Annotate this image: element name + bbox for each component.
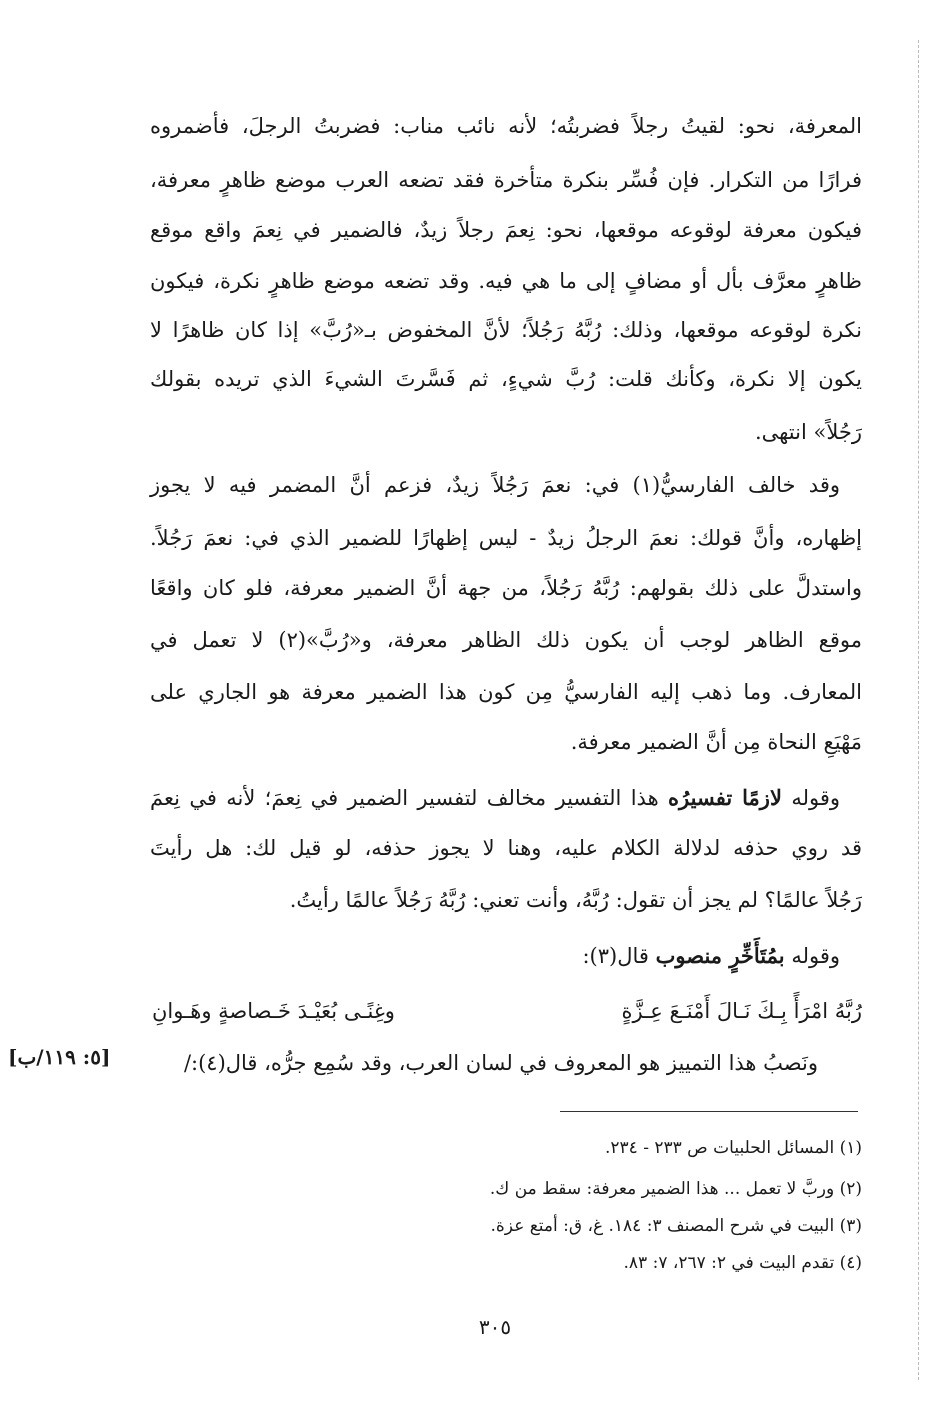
text-line: واستدلَّ على ذلك بقولهم: رُبَّهُ رَجُلاً، من جهة أنَّ الضمير معرفة، فلو كان واقعًا	[150, 576, 862, 600]
footnote: (٢) وربَّ لا تعمل ... هذا الضمير معرفة: سقط من ك.	[489, 1179, 862, 1199]
text-line-with-bold	[150, 930, 840, 982]
line-rest: هذا التفسير مخالف لتفسير الضمير في نِعمَ؛ لأنه في نِعمَ	[150, 786, 659, 810]
text-line: ظاهرٍ معرَّف بأل أو مضافٍ إلى ما هي فيه. وقد تضعه موضع ظاهرٍ نكرة، فيكون	[150, 269, 862, 293]
text-line: إظهاره، وأنَّ قولك: نعمَ الرجلُ زيدٌ - ليس إظهارًا للضمير الذي في: نعمَ رَجُلاً.	[150, 526, 862, 550]
bold-term: لازمًا تفسيرُه	[668, 785, 782, 810]
scan-edge-line	[918, 40, 919, 1380]
text-line: رَجُلاً عالمًا؟ لم يجز أن تقول: رُبَّهُ، وأنت تعني: رُبَّهُ رَجُلاً عالمًا رأيتُ.	[289, 888, 862, 912]
footnote: (٤) تقدم البيت في ٢: ٢٦٧، ٧: ٨٣.	[623, 1253, 862, 1273]
lead-word: وقوله	[791, 944, 840, 968]
text-line: المعرفة، نحو: لقيتُ رجلاً فضربتُه؛ لأنه نائب مناب: فضربتُ الرجلَ، فأضمروه	[150, 114, 862, 138]
page-number: ٣٠٥	[478, 1315, 512, 1339]
line-rest: قال(٣):	[582, 944, 649, 968]
text-line: فيكون معرفة لوقوعه موقعها، نحو: نِعمَ رجلاً زيدٌ، فالضمير في نِعمَ واقع موقع	[150, 218, 862, 242]
verse-left-hemistich: وغِنًـى بُعَيْـدَ خَـصاصةٍ وهَـوانِ	[152, 999, 395, 1023]
text-line: ونَصبُ هذا التمييز هو المعروف في لسان العرب، وقد سُمِع جرُّه، قال(٤):/	[183, 1051, 818, 1075]
lead-word: وقوله	[791, 786, 840, 810]
text-line: المعارف. وما ذهب إليه الفارسيُّ مِن كون هذا الضمير معرفة هو الجاري على	[150, 680, 862, 704]
text-line: موقع الظاهر لوجب أن يكون ذلك الظاهر معرفة، و«رُبَّ»(٢) لا تعمل في	[150, 628, 862, 652]
text-line: قد روي حذفه لدلالة الكلام عليه، وهنا لا يجوز حذفه، لو قيل لك: هل رأيتَ	[150, 836, 862, 860]
verse-right-hemistich: رُبَّهُ امْرَأً بِـكَ نَـالَ أَمْنَـعَ عِـزَّةٍ	[621, 999, 862, 1023]
text-line: مَهْيَعِ النحاة مِن أنَّ الضمير معرفة.	[570, 730, 862, 754]
footnote: (٣) البيت في شرح المصنف ٣: ١٨٤. غ، ق: أمتع عزة.	[490, 1216, 862, 1236]
text-line: نكرة لوقوعه موقعها، وذلك: رُبَّهُ رَجُلاً؛ لأنَّ المخفوض بـ«رُبَّ» إذا كان ظاهرًا لا	[150, 318, 862, 342]
manuscript-folio-reference: [٥: ١١٩/ب]	[8, 1045, 111, 1069]
footnote-separator	[560, 1111, 858, 1112]
bold-term: بمُتَأَخِّرٍ منصوب	[655, 943, 785, 968]
text-line: فرارًا من التكرار. فإن فُسِّر بنكرة متأخرة فقد تضعه العرب موضع ظاهرٍ معرفة،	[150, 168, 862, 192]
text-line: يكون إلا نكرة، وكأنك قلت: رُبَّ شيءٍ، ثم فَسَّرتَ الشيءَ الذي تريده بقولك	[150, 367, 862, 391]
footnote: (١) المسائل الحلبيات ص ٢٣٣ - ٢٣٤.	[605, 1138, 862, 1158]
text-line-with-bold	[150, 772, 840, 824]
text-line: رَجُلاً» انتهى.	[754, 420, 862, 444]
text-line: وقد خالف الفارسيُّ(١) في: نعمَ رَجُلاً زيدٌ، فزعم أنَّ المضمر فيه لا يجوز	[150, 473, 841, 497]
poetry-verse	[152, 985, 862, 1037]
